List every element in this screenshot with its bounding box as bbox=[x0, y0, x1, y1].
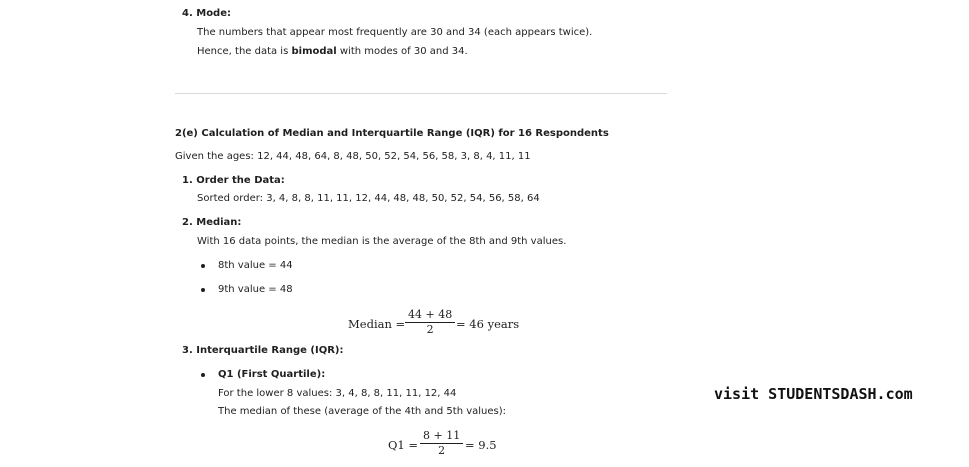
watermark: visit STUDENTSDASH.com bbox=[714, 385, 913, 403]
given-values: 12, 44, 48, 64, 8, 48, 50, 52, 54, 56, 58, 3, 8, 4, 11, 11 bbox=[257, 151, 531, 162]
section-divider bbox=[175, 93, 667, 94]
step3-heading: 3. Interquartile Range (IQR): bbox=[182, 345, 344, 356]
step1-text: Sorted order: 3, 4, 8, 8, 11, 11, 12, 44, 48, 48, 50, 52, 54, 56, 58, 64 bbox=[197, 193, 540, 204]
median-numerator: 44 + 48 bbox=[405, 308, 455, 323]
mode-line-2-pre: Hence, the data is bbox=[197, 46, 292, 57]
given-ages bbox=[175, 151, 531, 162]
bullet-9th-value: 9th value = 48 bbox=[218, 284, 293, 295]
q1-numerator: 8 + 11 bbox=[420, 429, 463, 444]
bimodal-term: bimodal bbox=[291, 46, 337, 57]
mode-line-1: The numbers that appear most frequently are 30 and 34 (each appears twice). bbox=[197, 27, 593, 38]
q1-heading: Q1 (First Quartile): bbox=[218, 369, 326, 380]
median-denominator: 2 bbox=[426, 323, 434, 336]
q1-line-2: The median of these (average of the 4th and 5th values): bbox=[218, 406, 507, 417]
bullet-8th-value: 8th value = 44 bbox=[218, 260, 293, 271]
median-eq-lhs: Median = bbox=[348, 317, 406, 331]
mode-heading: 4. Mode: bbox=[182, 8, 231, 19]
q1-fraction bbox=[420, 429, 463, 457]
section-title: 2(e) Calculation of Median and Interquartile Range (IQR) for 16 Respondents bbox=[175, 128, 609, 139]
median-fraction bbox=[405, 308, 455, 336]
step2-heading: 2. Median: bbox=[182, 217, 242, 228]
q1-line-1: For the lower 8 values: 3, 4, 8, 8, 11, 11, 12, 44 bbox=[218, 388, 457, 399]
q1-eq-rhs: = 9.5 bbox=[465, 438, 497, 452]
q1-denominator: 2 bbox=[438, 444, 446, 457]
step1-heading: 1. Order the Data: bbox=[182, 175, 285, 186]
step2-text: With 16 data points, the median is the average of the 8th and 9th values. bbox=[197, 236, 567, 247]
median-eq-rhs: = 46 years bbox=[456, 317, 520, 331]
bullet-dot bbox=[201, 264, 205, 268]
mode-line-2-post: with modes of 30 and 34. bbox=[336, 46, 468, 57]
bullet-dot bbox=[201, 288, 205, 292]
mode-line-2 bbox=[197, 46, 468, 57]
q1-eq-lhs: Q1 = bbox=[388, 438, 419, 452]
given-label: Given the ages: bbox=[175, 151, 258, 162]
bullet-dot bbox=[201, 373, 205, 377]
